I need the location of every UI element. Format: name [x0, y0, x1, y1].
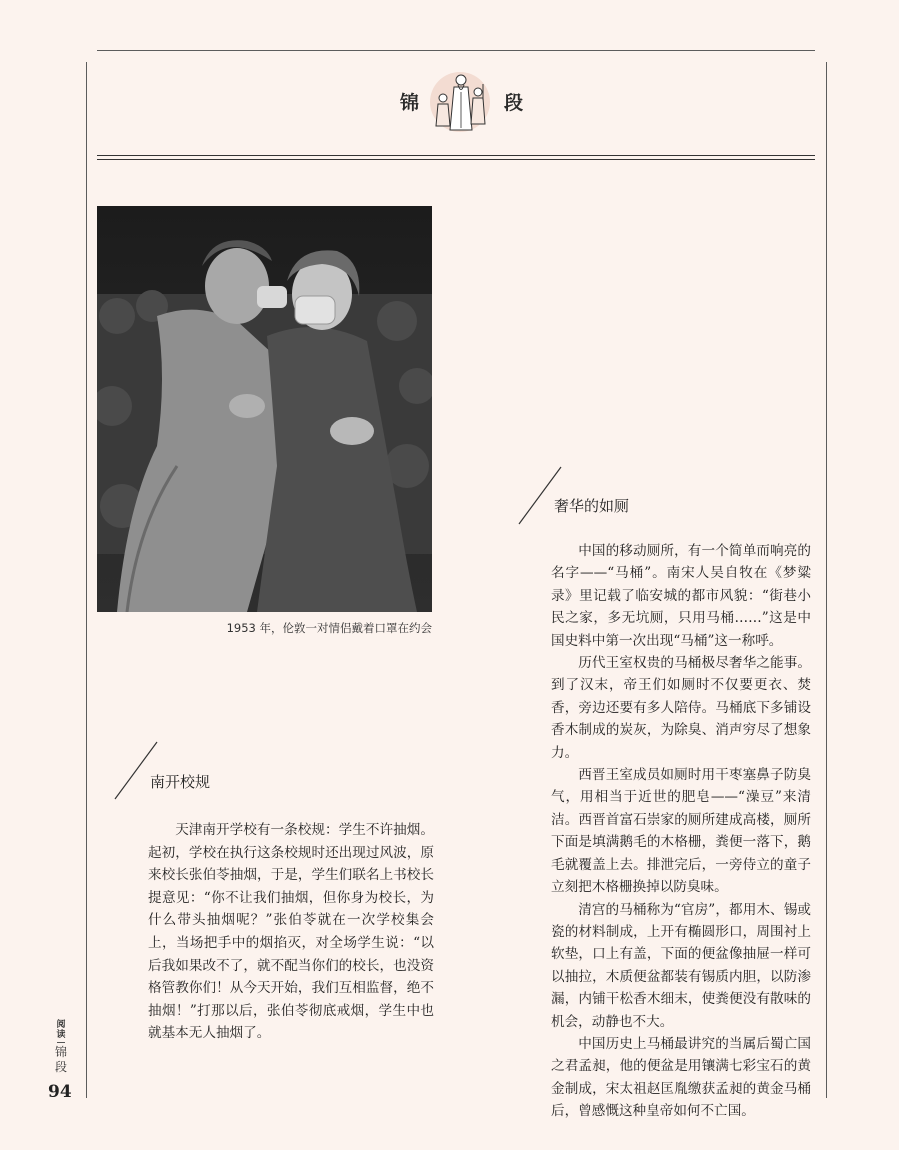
figures-ornament-icon [427, 64, 493, 136]
right-column [551, 540, 811, 1123]
header-left-char: 锦 [400, 92, 420, 114]
header-rule-2 [97, 159, 815, 160]
side-label-top: 阅读 [56, 1020, 66, 1040]
left-border [86, 62, 87, 1098]
left-column [148, 819, 434, 1045]
header-right-char: 段 [504, 92, 524, 114]
side-label-bottom: 锦段 [54, 1045, 67, 1074]
page-number: 94 [48, 1082, 72, 1102]
right-border [826, 62, 827, 1098]
right-paragraph: 西晋王室成员如厕时用干枣塞鼻子防臭气，用相当于近世的肥皂——“澡豆”来清洁。西晋首富石崇家的厕所建成高楼，厕所下面是填满鹅毛的木格栅，粪便一落下，鹅毛就覆盖上去。排泄完后，一旁侍立的童子立刻把木格栅换掉以防臭味。 [551, 767, 811, 896]
left-paragraph: 天津南开学校有一条校规：学生不许抽烟。起初，学校在执行这条校规时还出现过风波，原来校长张伯苓抽烟，于是，学生们联名上书校长提意见：“你不让我们抽烟，但你身为校长，为什么带头抽烟呢？”张伯苓就在一次学校集会上，当场把手中的烟掐灭，对全场学生说：“以后我如果改不了，就不配当你们的校长，也没资格管教你们！从今天开始，我们互相监督，绝不抽烟！”打那以后，张伯苓彻底戒烟，学生中也就基本无人抽烟了。 [148, 822, 434, 1042]
right-paragraph: 历代王室权贵的马桶极尽奢华之能事。到了汉末，帝王们如厕时不仅要更衣、焚香，旁边还要有多人陪侍。马桶底下多铺设香木制成的炭灰，为除臭、消声穷尽了想象力。 [551, 655, 811, 761]
top-rule [97, 50, 815, 51]
photo-caption: 1953 年，伦敦一对情侣戴着口罩在约会 [226, 621, 432, 635]
couple-photo [97, 206, 432, 612]
side-label [54, 1020, 68, 1075]
header-rule-1 [97, 155, 815, 156]
right-section-title: 奢华的如厕 [554, 497, 630, 515]
side-label-divider [57, 1042, 65, 1043]
right-paragraph: 清宫的马桶称为“官房”，都用木、锡或瓷的材料制成，上开有椭圆形口，周围衬上软垫，口上有盖，下面的便盆像抽屉一样可以抽拉，木质便盆都装有锡质内胆，以防渗漏，内铺干松香木细末，使粪便没有散味的机会，动静也不大。 [551, 901, 811, 1030]
right-paragraph: 中国历史上马桶最讲究的当属后蜀亡国之君孟昶，他的便盆是用镶满七彩宝石的黄金制成，宋太祖赵匡胤缴获孟昶的黄金马桶后，曾感慨这种皇帝如何不亡国。 [551, 1035, 811, 1120]
left-section-title: 南开校规 [150, 773, 211, 791]
right-paragraph: 中国的移动厕所，有一个简单而响亮的名字——“马桶”。南宋人吴自牧在《梦粱录》里记载了临安城的都市风貌：“街巷小民之家，多无坑厕，只用马桶……”这是中国史料中第一次出现“马桶”这一称呼。 [551, 543, 811, 649]
